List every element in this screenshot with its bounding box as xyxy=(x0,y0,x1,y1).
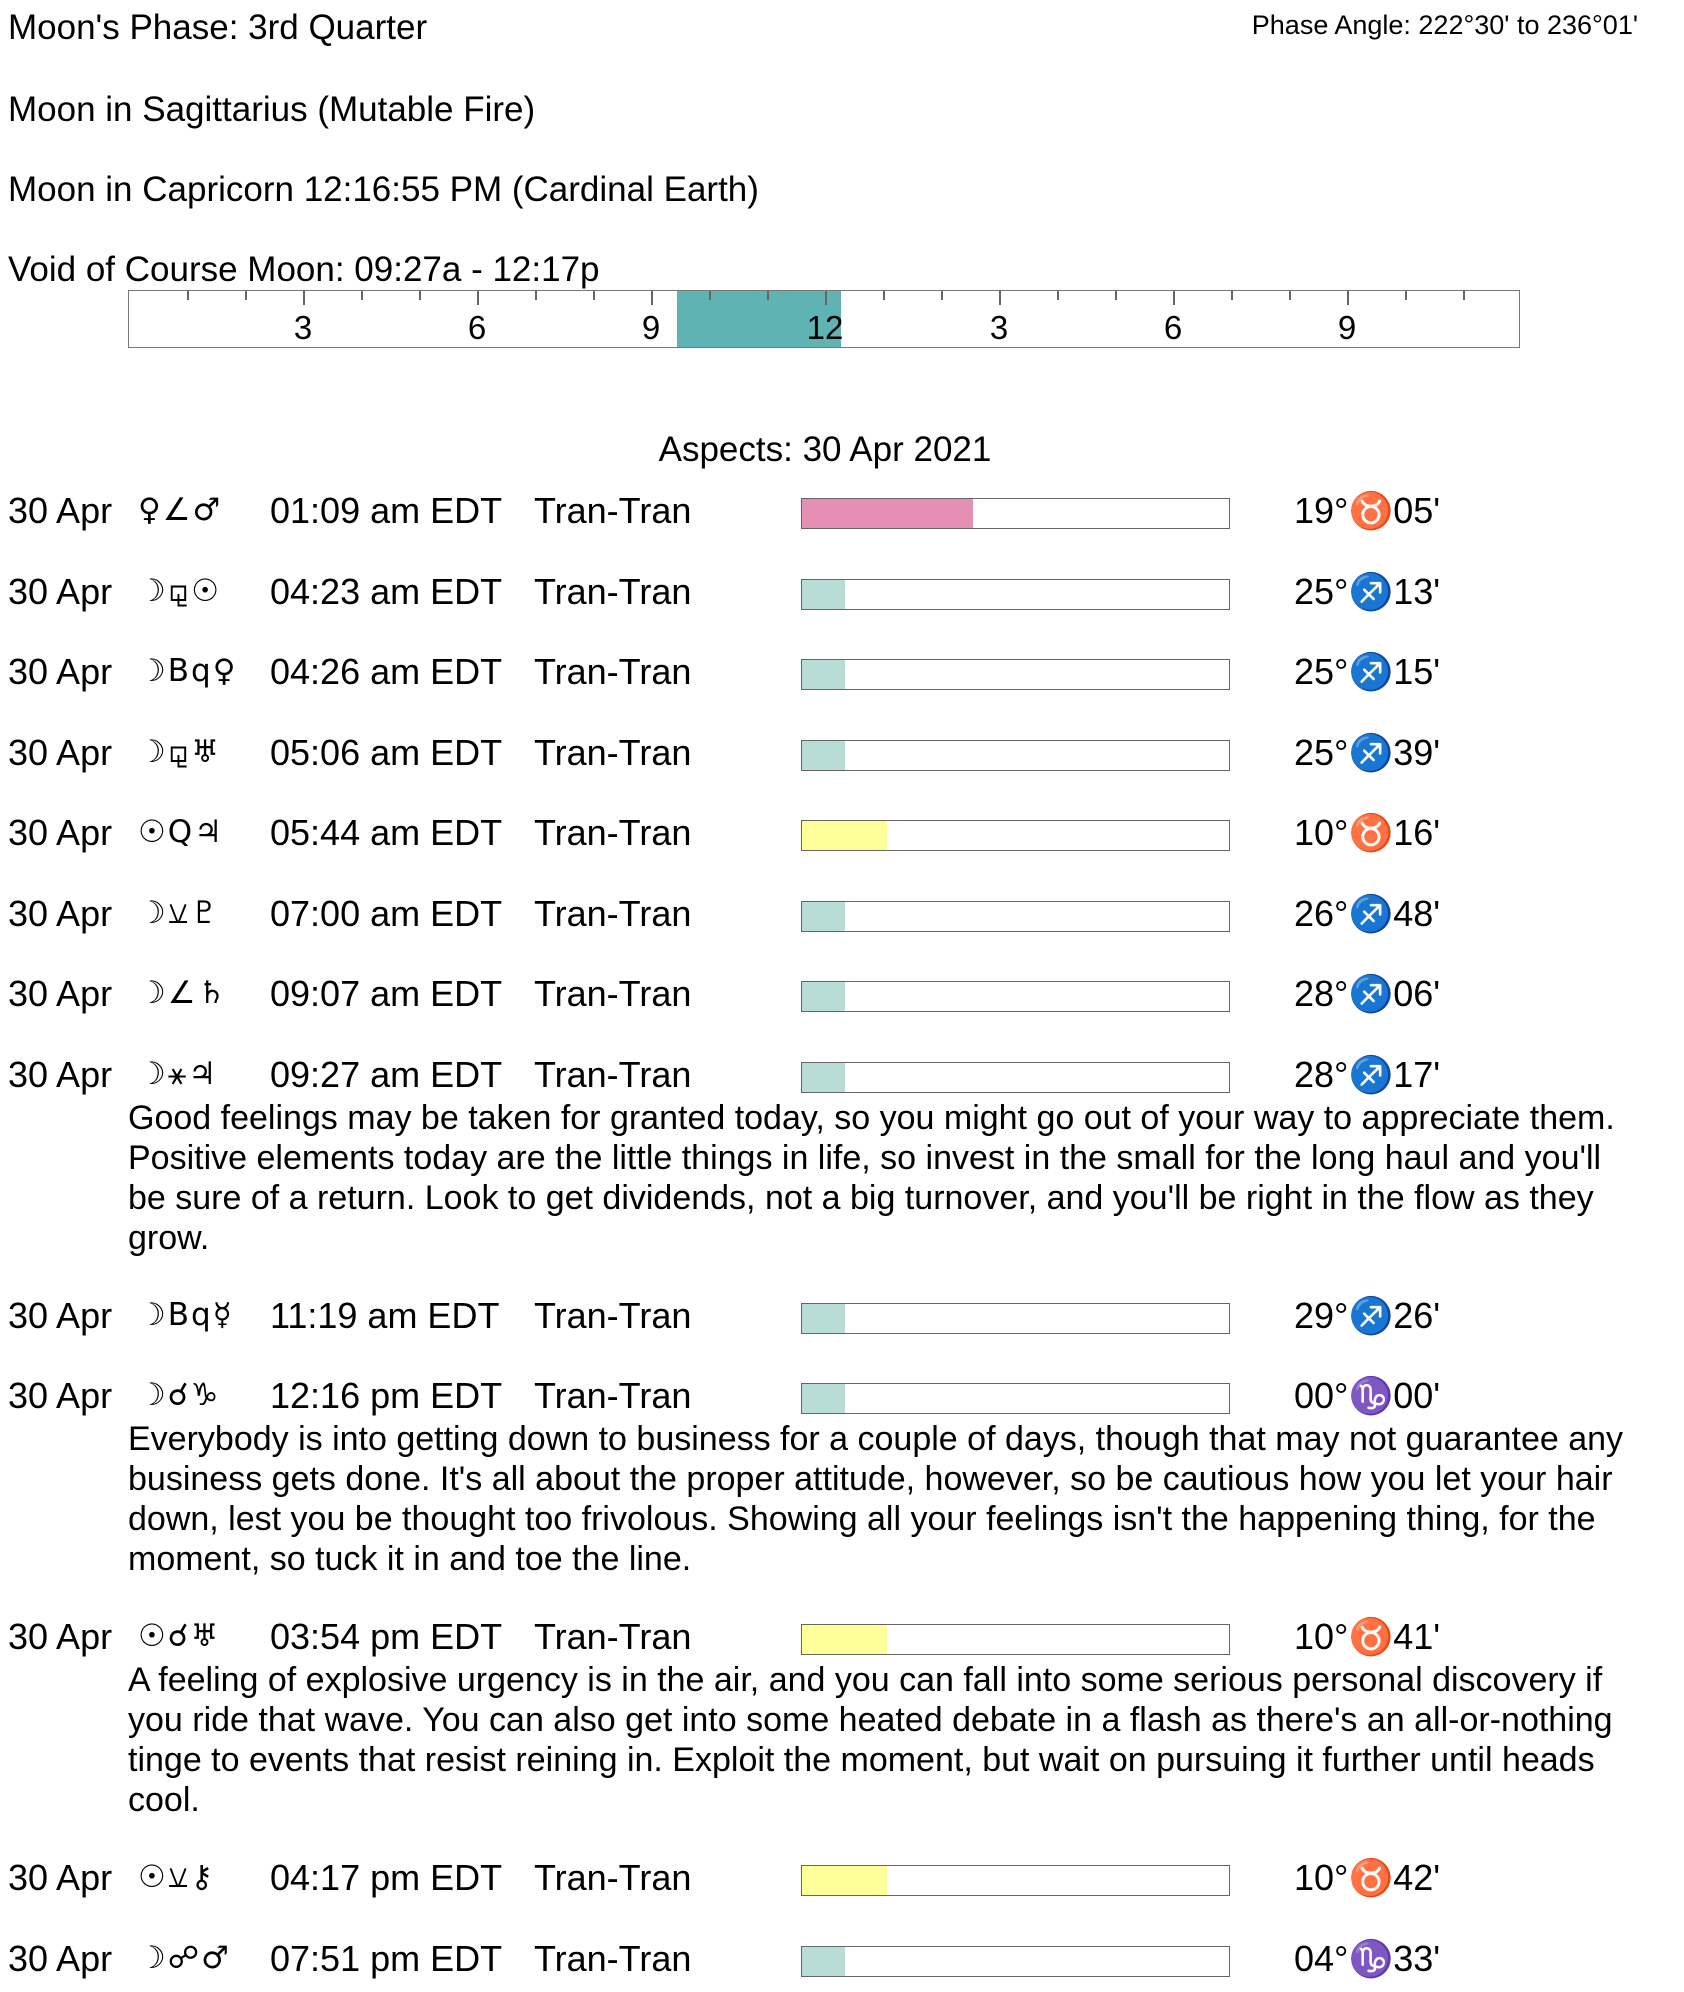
aspect-strength-fill xyxy=(802,1947,845,1976)
timeline-tick xyxy=(1173,291,1175,305)
timeline-tick xyxy=(1057,291,1059,300)
timeline-hour-label: 6 xyxy=(1163,309,1183,346)
aspect-position: 00°♑00' xyxy=(1294,1375,1441,1416)
aspect-strength-fill xyxy=(802,499,973,528)
timeline-tick xyxy=(767,291,769,300)
timeline-hour-label: 6 xyxy=(467,309,487,346)
aspect-description: A feeling of explosive urgency is in the air, and you can fall into some serious personal discovery if you ride that wave. You can also get into some heated debate in a flash as there's an all-or-nothing tinge to events that resist reining in. Exploit the moment, but wait on pursuing it further until heads cool. xyxy=(128,1661,1613,1819)
timeline-tick xyxy=(535,291,537,300)
aspect-row xyxy=(0,973,1684,1021)
aspect-row xyxy=(0,893,1684,941)
aspect-strength-fill xyxy=(802,821,887,850)
aspect-position: 04°♑33' xyxy=(1294,1937,1441,1979)
aspect-time: 12:16 pm EDT xyxy=(270,1375,503,1416)
timeline-tick xyxy=(999,291,1001,305)
aspect-position: 28°♐17' xyxy=(1294,1053,1441,1095)
aspect-time: 05:06 am EDT xyxy=(270,731,503,773)
timeline-tick xyxy=(303,291,305,305)
aspect-type: Tran-Tran xyxy=(534,651,692,692)
aspect-strength-fill xyxy=(802,1625,887,1654)
aspect-row xyxy=(0,1616,1684,1664)
aspect-type: Tran-Tran xyxy=(534,1294,692,1336)
aspect-time: 11:19 am EDT xyxy=(270,1294,500,1336)
timeline-tick xyxy=(651,291,653,305)
timeline-tick xyxy=(1405,291,1407,300)
aspect-strength-fill xyxy=(802,1384,845,1413)
aspect-strength-bar xyxy=(801,1946,1230,1977)
aspect-date: 30 Apr xyxy=(8,1053,113,1095)
timeline-tick xyxy=(245,291,247,300)
aspect-strength-bar xyxy=(801,498,1230,529)
aspect-symbols: ♀∠♂ xyxy=(138,492,223,528)
aspect-strength-fill xyxy=(802,741,845,770)
timeline-tick xyxy=(709,291,711,300)
moon-ingress: Moon in Capricorn 12:16:55 PM (Cardinal Earth) xyxy=(8,170,759,209)
aspects-title: Aspects: 30 Apr 2021 xyxy=(658,430,992,469)
aspect-symbols: ☉Q♃ xyxy=(138,814,224,850)
aspect-time: 04:26 am EDT xyxy=(270,651,503,692)
aspect-strength-fill xyxy=(802,982,845,1011)
aspect-strength-fill xyxy=(802,580,845,609)
timeline-tick xyxy=(593,291,595,300)
moon-sign: Moon in Sagittarius (Mutable Fire) xyxy=(8,90,536,129)
aspect-position: 25°♐39' xyxy=(1294,731,1441,773)
void-of-course: Void of Course Moon: 09:27a - 12:17p xyxy=(8,250,600,289)
timeline-tick xyxy=(477,291,479,305)
aspect-date: 30 Apr xyxy=(8,1857,113,1898)
aspect-symbols: ☽Bq♀ xyxy=(138,653,238,689)
aspect-date: 30 Apr xyxy=(8,1375,113,1416)
aspect-description: Everybody is into getting down to business for a couple of days, though that may not guarantee any business gets done. It's all about the proper attitude, however, so be cautious how you let your hair down, lest you be thought too frivolous. Showing all your feelings isn't the happening thing, for the moment, so tuck it in and toe the line. xyxy=(128,1420,1624,1578)
aspect-symbols: ☽⚼♅ xyxy=(138,733,222,770)
aspect-strength-fill xyxy=(802,1063,845,1092)
aspect-type: Tran-Tran xyxy=(534,1053,692,1095)
aspect-date: 30 Apr xyxy=(8,731,113,773)
aspect-symbols: ☽⚼☉ xyxy=(138,572,222,609)
aspect-time: 05:44 am EDT xyxy=(270,812,503,853)
aspect-row xyxy=(0,1938,1684,1986)
aspect-row xyxy=(0,1857,1684,1905)
aspect-symbols: ☽∠♄ xyxy=(138,975,228,1011)
aspect-row xyxy=(0,732,1684,780)
aspect-date: 30 Apr xyxy=(8,651,113,692)
aspect-strength-bar xyxy=(801,820,1230,851)
aspect-date: 30 Apr xyxy=(8,812,113,853)
aspect-date: 30 Apr xyxy=(8,892,113,934)
aspect-type: Tran-Tran xyxy=(534,1857,692,1898)
aspect-symbols: ☽Bq☿ xyxy=(138,1296,234,1333)
aspect-time: 04:17 pm EDT xyxy=(270,1857,503,1898)
aspect-row xyxy=(0,651,1684,699)
timeline-tick xyxy=(361,291,363,300)
aspect-type: Tran-Tran xyxy=(534,892,692,934)
aspect-strength-fill xyxy=(802,1866,887,1895)
aspect-strength-bar xyxy=(801,901,1230,932)
aspect-type: Tran-Tran xyxy=(534,1937,692,1979)
moon-phase: Moon's Phase: 3rd Quarter xyxy=(8,8,428,47)
aspect-date: 30 Apr xyxy=(8,1616,113,1657)
aspect-time: 03:54 pm EDT xyxy=(270,1616,503,1657)
aspect-type: Tran-Tran xyxy=(534,731,692,773)
timeline-tick xyxy=(1289,291,1291,300)
aspect-position: 25°♐15' xyxy=(1294,651,1441,692)
timeline-tick xyxy=(1463,291,1465,300)
timeline-tick xyxy=(187,291,189,300)
aspect-symbols: ☉⚺⚷ xyxy=(138,1859,216,1895)
aspect-position: 19°♉05' xyxy=(1294,490,1441,531)
aspect-type: Tran-Tran xyxy=(534,570,692,612)
aspect-position: 10°♉42' xyxy=(1294,1857,1441,1898)
aspect-type: Tran-Tran xyxy=(534,973,692,1014)
aspect-position: 29°♐26' xyxy=(1294,1294,1441,1336)
aspect-position: 10°♉16' xyxy=(1294,812,1441,853)
aspect-strength-fill xyxy=(802,660,845,689)
aspect-strength-bar xyxy=(801,740,1230,771)
aspect-date: 30 Apr xyxy=(8,1937,113,1979)
aspect-time: 07:00 am EDT xyxy=(270,892,503,934)
phase-angle: Phase Angle: 222°30' to 236°01' xyxy=(1251,10,1638,40)
aspect-position: 25°♐13' xyxy=(1294,570,1441,612)
aspect-strength-bar xyxy=(801,981,1230,1012)
timeline-tick xyxy=(1115,291,1117,300)
aspect-description: Good feelings may be taken for granted today, so you might go out of your way to appreciate them. Positive elements today are the little things in life, so invest in the small for the long haul and you'll be sure of a return. Look to get dividends, not a big turnover, and you'll be right in the flow as they grow. xyxy=(128,1098,1615,1257)
timeline-tick xyxy=(419,291,421,300)
timeline-hour-label: 9 xyxy=(641,309,661,346)
aspect-symbols: ☽⚺♇ xyxy=(138,894,221,931)
aspect-strength-bar xyxy=(801,659,1230,690)
aspect-strength-bar xyxy=(801,1303,1230,1334)
void-of-course-timeline xyxy=(128,290,1520,348)
aspect-symbols: ☉☌♅ xyxy=(138,1618,221,1654)
aspect-strength-fill xyxy=(802,1304,845,1333)
aspect-symbols: ☽☌♑ xyxy=(138,1377,221,1413)
aspect-row xyxy=(0,812,1684,860)
aspect-row xyxy=(0,1295,1684,1343)
aspect-strength-bar xyxy=(801,1062,1230,1093)
aspect-row xyxy=(0,1375,1684,1423)
aspect-date: 30 Apr xyxy=(8,490,113,531)
timeline-tick xyxy=(883,291,885,300)
aspect-strength-bar xyxy=(801,579,1230,610)
aspect-time: 04:23 am EDT xyxy=(270,570,503,612)
aspect-symbols: ☽⚹♃ xyxy=(138,1055,219,1092)
aspect-position: 26°♐48' xyxy=(1294,892,1441,934)
aspect-time: 09:07 am EDT xyxy=(270,973,503,1014)
aspect-position: 28°♐06' xyxy=(1294,973,1441,1014)
aspect-position: 10°♉41' xyxy=(1294,1616,1441,1657)
aspect-date: 30 Apr xyxy=(8,973,113,1014)
timeline-hour-label: 12 xyxy=(806,309,844,346)
timeline-tick xyxy=(941,291,943,300)
aspect-symbols: ☽☍♂ xyxy=(138,1939,231,1976)
aspect-strength-fill xyxy=(802,902,845,931)
aspect-type: Tran-Tran xyxy=(534,490,692,531)
aspect-time: 07:51 pm EDT xyxy=(270,1937,503,1979)
aspect-time: 01:09 am EDT xyxy=(270,490,503,531)
aspect-type: Tran-Tran xyxy=(534,1616,692,1657)
aspect-type: Tran-Tran xyxy=(534,1375,692,1416)
aspect-row xyxy=(0,1054,1684,1102)
timeline-tick xyxy=(825,291,827,305)
aspect-time: 09:27 am EDT xyxy=(270,1053,503,1095)
timeline-hour-label: 9 xyxy=(1337,309,1357,346)
aspect-strength-bar xyxy=(801,1383,1230,1414)
aspect-date: 30 Apr xyxy=(8,570,113,612)
timeline-hour-label: 3 xyxy=(293,309,313,346)
aspect-date: 30 Apr xyxy=(8,1294,113,1336)
timeline-hour-label: 3 xyxy=(989,309,1009,346)
aspect-strength-bar xyxy=(801,1865,1230,1896)
aspect-type: Tran-Tran xyxy=(534,812,692,853)
aspect-strength-bar xyxy=(801,1624,1230,1655)
timeline-tick xyxy=(1347,291,1349,305)
aspect-row xyxy=(0,571,1684,619)
aspect-row xyxy=(0,490,1684,538)
timeline-tick xyxy=(1231,291,1233,300)
